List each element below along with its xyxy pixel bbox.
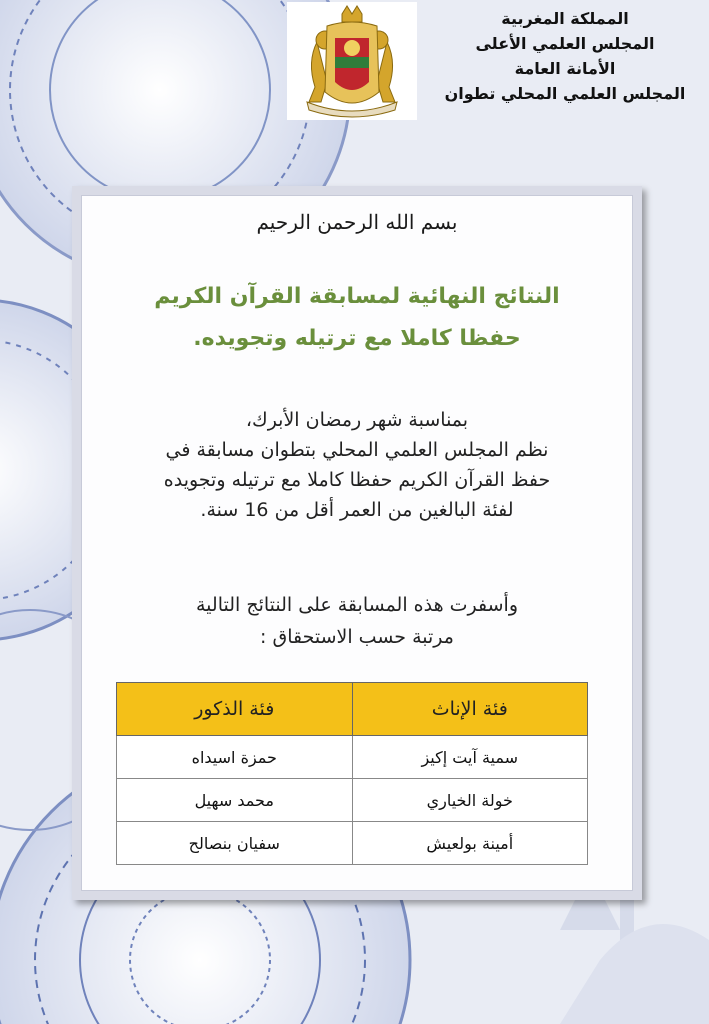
basmala: بسم الله الرحمن الرحيم	[256, 210, 458, 234]
female-winner-1: سمية آيت إكيز	[352, 736, 588, 779]
female-winner-2: خولة الخياري	[352, 779, 588, 822]
male-winner-1: حمزة اسيداه	[117, 736, 353, 779]
title-line-2: حفظا كاملا مع ترتيله وتجويده.	[193, 326, 521, 351]
title-line-1: النتائج النهائية لمسابقة القرآن الكريم	[154, 284, 560, 309]
header-line-kingdom: المملكة المغربية	[501, 9, 629, 28]
institution-header	[435, 6, 695, 106]
paragraph-line: بمناسبة شهر رمضان الأبرك،	[245, 409, 469, 431]
results-table	[116, 682, 588, 865]
male-winner-2: محمد سهيل	[117, 779, 353, 822]
announcement-card-inner	[81, 195, 633, 891]
paragraph-line: نظم المجلس العلمي المحلي بتطوان مسابقة في	[165, 439, 549, 461]
paragraph-line: حفظ القرآن الكريم حفظا كاملا مع ترتيله وتجويده	[163, 469, 551, 491]
female-winner-3: أمينة بولعيش	[352, 822, 588, 865]
announcement-card	[72, 186, 642, 900]
header-line-general-secretariat: الأمانة العامة	[514, 59, 616, 78]
header-line-supreme-council: المجلس العلمي الأعلى	[475, 34, 655, 53]
results-intro-line-2: مرتبة حسب الاستحقاق :	[260, 626, 454, 648]
table-row	[117, 822, 588, 865]
table-row	[117, 736, 588, 779]
table-header-row	[117, 683, 588, 736]
announcement-paragraph	[94, 405, 620, 525]
header-female-category: فئة الإناث	[352, 683, 588, 736]
male-winner-3: سفيان بنصالح	[117, 822, 353, 865]
moroccan-royal-coat-of-arms-icon	[287, 2, 417, 120]
table-row	[117, 779, 588, 822]
coat-of-arms-emblem	[287, 2, 417, 120]
paragraph-line: لفئة البالغين من العمر أقل من 16 سنة.	[200, 499, 514, 521]
header-male-category: فئة الذكور	[117, 683, 353, 736]
header-line-local-council: المجلس العلمي المحلي تطوان	[444, 84, 686, 103]
results-intro-line-1: وأسفرت هذه المسابقة على النتائج التالية	[195, 594, 519, 616]
